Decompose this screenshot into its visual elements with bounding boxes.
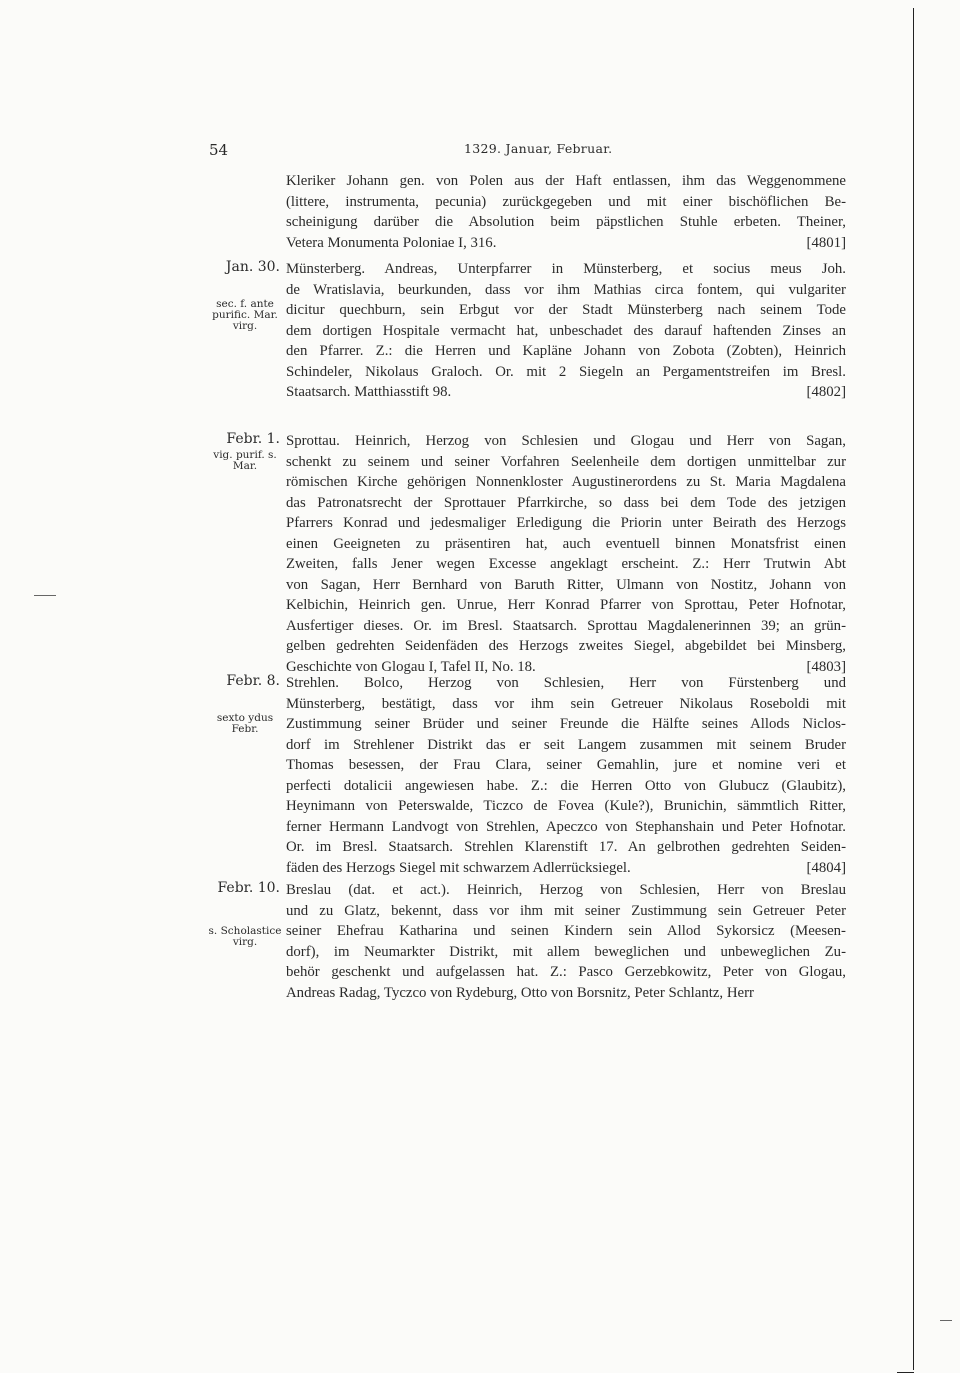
entry-text (286, 431, 846, 678)
text-line: behör geschenkt und aufgelassen hat. Z.: Pasco Gerzebkowitz, Peter von Glogau, (286, 964, 846, 981)
text-line: römischen Kirche gehörigen Nonnenkloster Augustinerordens zu St. Maria Magdalena (286, 474, 846, 491)
page-number: 54 (209, 141, 229, 159)
text-line: Staatsarch. Matthiasstift 98. (286, 384, 452, 401)
document-number: [4803] (806, 659, 846, 676)
entry-text (286, 259, 846, 403)
text-line: Zweiten, falls Jener wegen Excesse angeklagt erscheint. Z.: Herr Trutwin Abt (286, 556, 846, 573)
text-line: Kelbichin, Heinrich gen. Unrue, Herr Konrad Pfarrer von Sprottau, Peter Hofnotar, (286, 597, 846, 614)
text-line: Zustimmung seiner Brüder und seiner Freunde die Hälfte seines Allods Niclos- (286, 716, 846, 733)
text-line: das Patronatsrecht der Sprottauer Pfarrkirche, so dass bei dem Tode des jetzigen (286, 494, 846, 511)
scan-mark (34, 595, 56, 596)
document-number: [4802] (806, 384, 846, 401)
text-line: (littere, instrumenta, pecunia) zurückgegeben und mit einer bischöflichen Be- (286, 193, 846, 210)
text-line: fäden des Herzogs Siegel mit schwarzem Adlerrücksiegel. (286, 859, 631, 876)
text-line: ferner Hermann Landvogt von Strehlen, Apeczco von Stephanshain und Peter Hofnotar. (286, 818, 846, 835)
text-line: Kleriker Johann gen. von Polen aus der Haft entlassen, ihm das Weggenommene (286, 173, 846, 189)
text-line: von Sagan, Herr Bernhard von Baruth Ritter, Ulmann von Nostitz, Johann von (286, 576, 846, 593)
document-number: [4804] (806, 859, 846, 876)
margin-note: sec. f. ante purific. Mar. virg. (212, 298, 278, 332)
text-line: Vetera Monumenta Poloniae I, 316. (286, 234, 497, 251)
text-line: perfecti dotalicii angewiesen habe. Z.: die Herren Otto von Glubucz (Glaubitz), (286, 777, 846, 794)
text-line: Geschichte von Glogau I, Tafel II, No. 18. (286, 659, 536, 676)
text-line: de Wratislavia, beurkunden, dass vor ihm Mathias circa fontem, qui vulgariter (286, 281, 846, 298)
text-line: Breslau (dat. et act.). Heinrich, Herzog von Schlesien, Herr von Breslau (286, 882, 846, 898)
text-line: dem dortigen Hospitale vermacht hat, unbeschadet des darauf haftenden Zinses an (286, 322, 846, 339)
entry-date: Febr. 8. (226, 673, 280, 689)
text-line: dicitur quechburn, sein Erbgut vor der Stadt Münsterberg nach seinem Tode (286, 302, 846, 319)
entry-date: Febr. 10. (217, 880, 280, 896)
margin-note: vig. purif. s. Mar. (213, 449, 277, 472)
document-number: [4801] (806, 234, 846, 251)
text-line: Strehlen. Bolco, Herzog von Schlesien, Herr von Fürstenberg und (286, 675, 846, 691)
entry-date: Jan. 30. (225, 259, 280, 275)
text-line: gelben gedrehten Seidenfäden des Herzogs zweites Siegel, abgebildet bei Minsberg, (286, 638, 846, 655)
text-line: und zu Glatz, bekennt, dass vor ihm mit seiner Zustimmung sein Getreuer Peter (286, 902, 846, 919)
text-line: Sprottau. Heinrich, Herzog von Schlesien und Glogau und Herr von Sagan, (286, 433, 846, 449)
entry-date: Febr. 1. (226, 431, 280, 447)
margin-note: s. Scholastice virg. (208, 925, 282, 948)
entry-text (286, 171, 846, 253)
text-line: schenkt zu seinem und seiner Vorfahren Seelenheile dem dortigen unmittelbar zur (286, 453, 846, 470)
text-line: Schindeler, Nikolaus Graloch. Or. mit 2 Siegeln an Pergamentstreifen im Bresl. (286, 363, 846, 380)
text-line: Pfarrers Konrad und jedesmaliger Erledigung die Priorin unter Beirath des Herzogs (286, 515, 846, 532)
text-line: Thomas besessen, der Frau Clara, seiner Gemahlin, jure et nomine veri et (286, 757, 846, 774)
text-line: scheinigung darüber die Absolution beim päpstlichen Stuhle erbeten. Theiner, (286, 214, 846, 231)
text-line: Or. im Bresl. Staatsarch. Strehlen Klarenstift 17. An gelbrothen gedrehten Seiden- (286, 839, 846, 856)
entry-text (286, 673, 846, 878)
text-line: Heynimann von Peterswalde, Ticzco de Fovea (Kule?), Brunichin, sämmtlich Ritter, (286, 798, 846, 815)
scan-frame-edge (913, 8, 914, 1370)
text-line: Münsterberg, bestätigt, dass vor ihm sein Getreuer Nikolaus Roseboldi mit (286, 695, 846, 712)
margin-note: sexto ydus Febr. (216, 712, 274, 735)
text-line: den Pfarrer. Z.: die Herren und Kapläne Johann von Zobota (Zobten), Heinrich (286, 343, 846, 360)
text-line: Ausfertiger dieses. Or. im Bresl. Staatsarch. Sprottau Magdalenerinnen 39; an grün- (286, 617, 846, 634)
text-line: Münsterberg. Andreas, Unterpfarrer in Münsterberg, et socius meus Joh. (286, 261, 846, 277)
text-line: dorf), im Neumarkter Distrikt, mit allem beweglichen und unbeweglichen Zu- (286, 943, 846, 960)
running-head: 1329. Januar, Februar. (464, 141, 613, 156)
text-line: Andreas Radag, Tyczco von Rydeburg, Otto von Borsnitz, Peter Schlantz, Herr (286, 984, 754, 1001)
text-line: dorf im Strehlener Distrikt das er seit Langem zusammen mit seinem Bruder (286, 736, 846, 753)
scan-mark (940, 1320, 952, 1321)
text-line: seiner Ehefrau Katharina und seinen Kindern sein Allod Sykorsicz (Meesen- (286, 923, 846, 940)
text-line: einen Geeigneten zu präsentiren hat, auch eventuell binnen Monatsfrist einen (286, 535, 846, 552)
entry-text (286, 880, 846, 1003)
